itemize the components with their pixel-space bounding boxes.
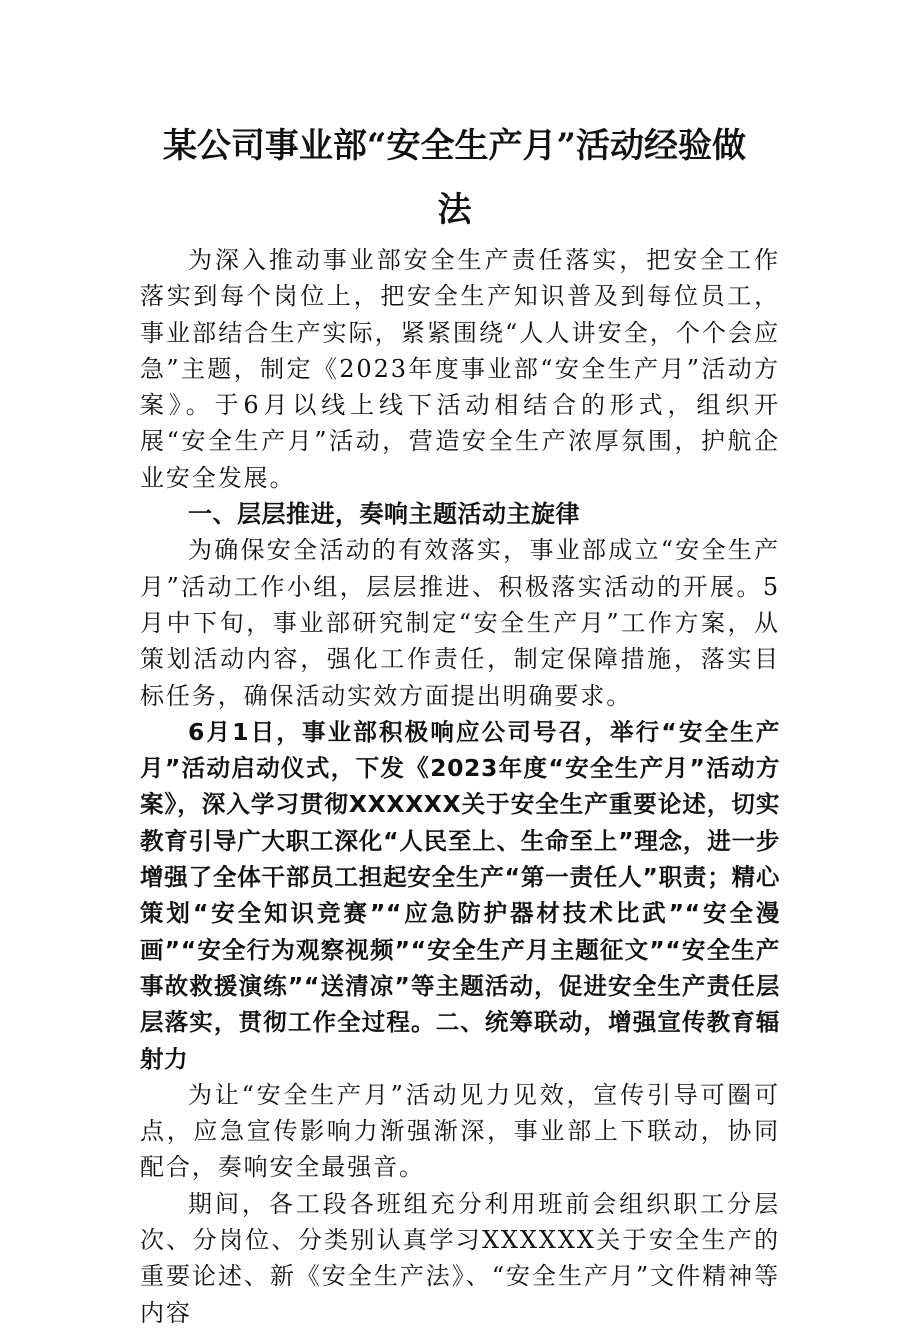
paragraph-section-2: 为让“安全生产月”活动见力见效，宣传引导可圈可点，应急宣传影响力渐强渐深，事业部上下联动，协同配合，奏响安全最强音。: [140, 1080, 780, 1182]
paragraph-study: 期间，各工段各班组充分利用班前会组织职工分层次、分岗位、分类别认真学习XXXXXX关于安全生产的重要论述、新《安全生产法》、“安全生产月”文件精神等内容: [140, 1189, 780, 1327]
paragraph-launch-ceremony: 6月1日，事业部积极响应公司号召，举行“安全生产月”活动启动仪式，下发《2023年度“安全生产月”活动方案》，深入学习贯彻XXXXXX关于安全生产重要论述，切实教育引导广大职工深化“人民至上、生命至上”理念，进一步增强了全体干部员工担起安全生产“第一责任人”职责；精心策划“安全知识竞赛”“应急防护器材技术比武”“安全漫画”“安全行为观察视频”“安全生产月主题征文”“安全生产事故救援演练”“送清凉”等主题活动，促进安全生产责任层层落实，贯彻工作全过程。二、统筹联动，增强宣传教育辐射力: [140, 717, 780, 1073]
section-heading-1: 一、层层推进，奏响主题活动主旋律: [188, 500, 580, 529]
document-title-line-2: 法: [437, 190, 472, 230]
document-body: [140, 242, 780, 1331]
paragraph-section-1: 为确保安全活动的有效落实，事业部成立“安全生产月”活动工作小组，层层推进、积极落实活动的开展。5月中下旬，事业部研究制定“安全生产月”工作方案，从策划活动内容，强化工作责任，制定保障措施，落实目标任务，确保活动实效方面提出明确要求。: [140, 536, 780, 710]
paragraph-intro: 为深入推动事业部安全生产责任落实，把安全工作落实到每个岗位上，把安全生产知识普及到每位员工，事业部结合生产实际，紧紧围绕“人人讲安全，个个会应急”主题，制定《2023年度事业部“安全生产月”活动方案》。于6月以线上线下活动相结合的形式，组织开展“安全生产月”活动，营造安全生产浓厚氛围，护航企业安全发展。: [140, 246, 780, 492]
document-title-line-1: 某公司事业部“安全生产月”活动经验做: [162, 126, 747, 166]
